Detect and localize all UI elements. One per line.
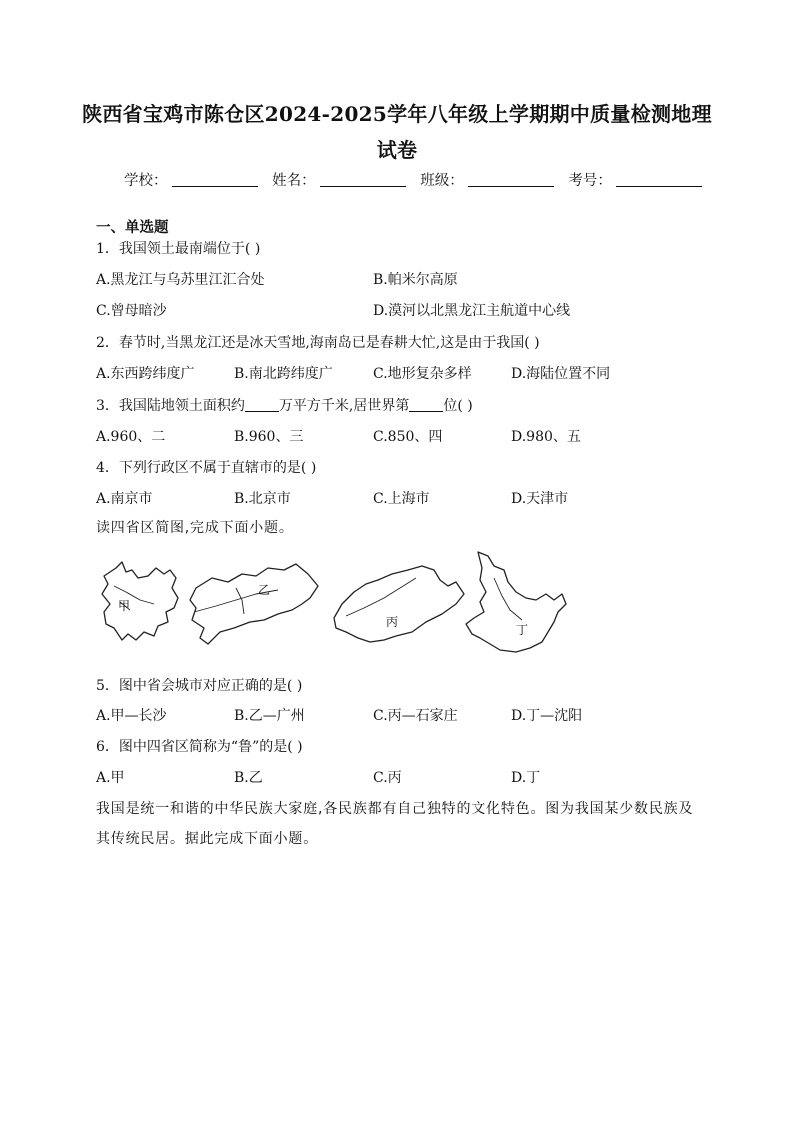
name-label: 姓名： (272, 173, 316, 189)
map-label-bing: 丙 (386, 615, 399, 629)
section-title: 一、单选题 (96, 220, 169, 236)
school-blank[interactable] (172, 172, 258, 187)
question-6-option-c[interactable]: C.丙 (373, 770, 402, 786)
question-1-stem: 1．我国领土最南端位于( ) (96, 241, 261, 257)
school-label: 学校： (124, 173, 168, 189)
question-6-stem: 6．图中四省区简称为“鲁”的是( ) (96, 739, 303, 755)
question-3-option-c[interactable]: C.850、四 (373, 429, 443, 445)
map-label-jia: 甲 (118, 599, 131, 613)
map-label-yi: 乙 (258, 583, 271, 597)
question-5-option-d[interactable]: D.丁—沈阳 (511, 708, 583, 724)
question-2-stem: 2．春节时,当黑龙江还是冰天雪地,海南岛已是春耕大忙,这是由于我国( ) (96, 335, 540, 351)
question-3-blank-1 (245, 398, 279, 412)
question-6-option-b[interactable]: B.乙 (234, 770, 263, 786)
map-label-ding: 丁 (516, 623, 529, 637)
province-outline-maps (96, 548, 586, 658)
question-1-option-a[interactable]: A.黑龙江与乌苏里江汇合处 (96, 272, 265, 288)
exam-number-label: 考号： (568, 173, 612, 189)
question-2-option-b[interactable]: B.南北跨纬度广 (234, 366, 333, 382)
question-5-stem: 5．图中省会城市对应正确的是( ) (96, 678, 303, 694)
question-1-option-b[interactable]: B.帕米尔高原 (373, 272, 458, 288)
question-2-option-c[interactable]: C.地形复杂多样 (373, 366, 472, 382)
question-5-option-c[interactable]: C.丙—石家庄 (373, 708, 458, 724)
question-3-stem-part1: 3．我国陆地领土面积约 (96, 398, 245, 414)
question-3-stem-part3: 位( ) (443, 398, 473, 414)
question-4-option-a[interactable]: A.南京市 (96, 491, 153, 507)
student-info-row (124, 171, 684, 191)
question-3-stem (96, 396, 473, 416)
question-4-option-c[interactable]: C.上海市 (373, 491, 430, 507)
question-2-option-d[interactable]: D.海陆位置不同 (511, 366, 611, 382)
question-4-stem: 4．下列行政区不属于直辖市的是( ) (96, 460, 317, 476)
question-6-option-a[interactable]: A.甲 (96, 770, 125, 786)
exam-title: 陕西省宝鸡市陈仓区2024-2025学年八年级上学期期中质量检测地理 (82, 102, 712, 126)
province-jia-outline (102, 562, 178, 640)
class-blank[interactable] (468, 172, 554, 187)
province-ding-outline (466, 552, 566, 652)
question-1-option-c[interactable]: C.曾母暗沙 (96, 303, 167, 319)
reading-passage: 我国是统一和谐的中华民族大家庭,各民族都有自己独特的文化特色。图为我国某少数民族及其传统民居。据此完成下面小题。 (96, 801, 694, 847)
map-intro: 读四省区简图,完成下面小题。 (96, 520, 294, 536)
exam-title-continued: 试卷 (376, 138, 418, 162)
question-4-option-d[interactable]: D.天津市 (511, 491, 569, 507)
name-blank[interactable] (320, 172, 406, 187)
exam-number-blank[interactable] (616, 172, 702, 187)
question-2-option-a[interactable]: A.东西跨纬度广 (96, 366, 195, 382)
question-3-blank-2 (409, 398, 443, 412)
province-bing-outline (334, 566, 464, 642)
question-3-option-b[interactable]: B.960、三 (234, 429, 304, 445)
question-3-stem-part2: 万平方千米,居世界第 (278, 398, 410, 414)
question-3-option-a[interactable]: A.960、二 (96, 429, 166, 445)
question-6-option-d[interactable]: D.丁 (511, 770, 541, 786)
question-5-option-a[interactable]: A.甲—长沙 (96, 708, 167, 724)
class-label: 班级： (420, 173, 464, 189)
question-5-option-b[interactable]: B.乙—广州 (234, 708, 305, 724)
question-1-option-d[interactable]: D.漠河以北黑龙江主航道中心线 (373, 303, 571, 319)
question-4-option-b[interactable]: B.北京市 (234, 491, 291, 507)
question-3-option-d[interactable]: D.980、五 (511, 429, 581, 445)
province-yi-outline (190, 564, 318, 644)
